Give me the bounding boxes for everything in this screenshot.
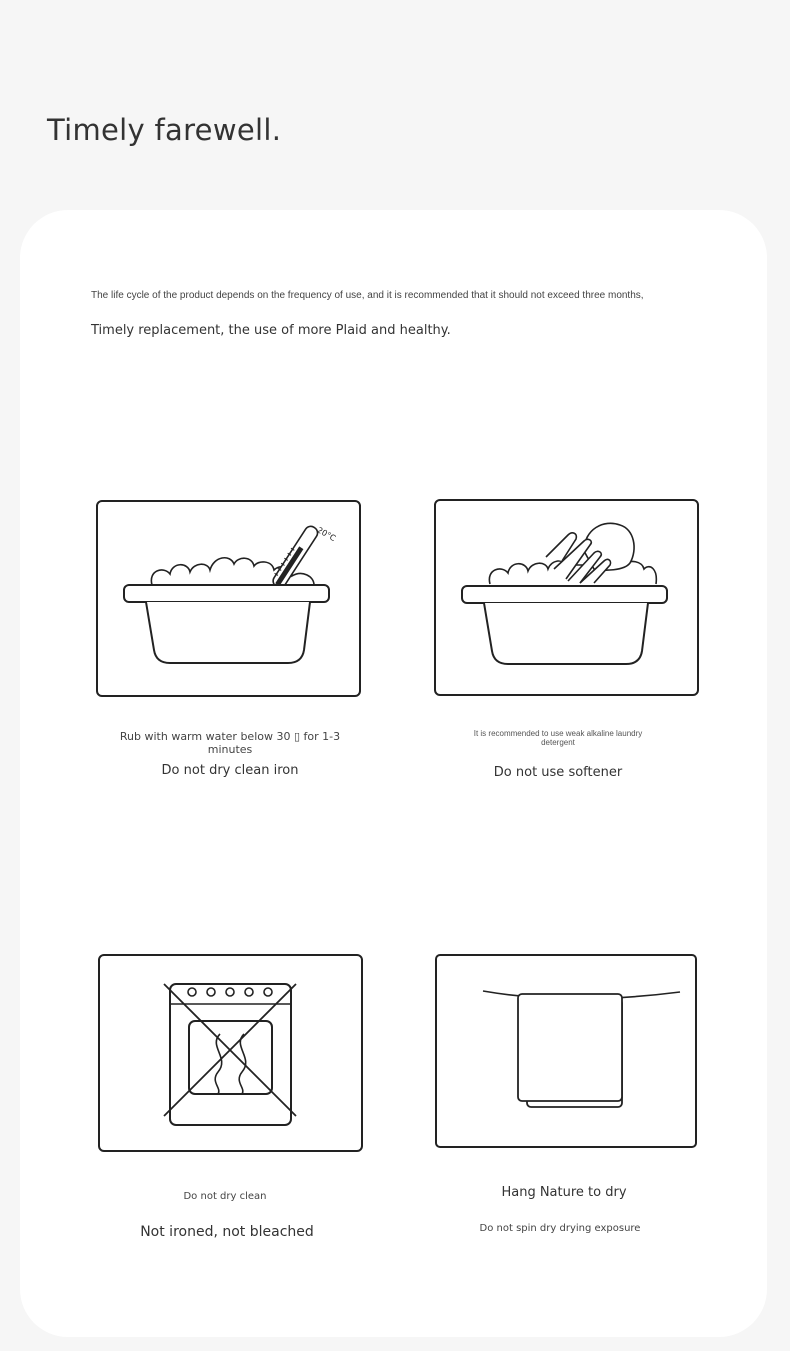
thermometer-label: 20°C xyxy=(315,525,338,544)
care-item-2-note: It is recommended to use weak alkaline laundry detergent xyxy=(473,729,643,747)
care-item-hand-wash xyxy=(434,499,700,697)
care-item-2-title: Do not use softener xyxy=(493,765,623,780)
page-title: Timely farewell. xyxy=(47,113,282,147)
care-item-line-dry xyxy=(435,954,698,1149)
care-item-3-note: Do not dry clean xyxy=(183,1191,267,1202)
no-tumble-dry-icon xyxy=(98,954,364,1153)
intro-replacement-text: Timely replacement, the use of more Plaid and healthy. xyxy=(91,323,451,338)
basin-thermometer-icon xyxy=(96,500,362,698)
care-item-4-note: Do not spin dry drying exposure xyxy=(479,1223,641,1234)
care-item-1-note: Rub with warm water below 30 ▯ for 1-3 minutes xyxy=(119,730,341,756)
care-item-warm-water xyxy=(96,500,362,698)
intro-lifecycle-text: The life cycle of the product depends on the frequency of use, and it is recommended that it should not exceed three months, xyxy=(91,290,644,301)
care-item-3-title: Not ironed, not bleached xyxy=(140,1224,314,1240)
care-item-1-title: Do not dry clean iron xyxy=(161,763,299,778)
care-item-no-tumble-dry xyxy=(98,954,364,1153)
care-item-4-title: Hang Nature to dry xyxy=(501,1185,627,1200)
line-dry-icon xyxy=(435,954,698,1149)
basin-hand-wash-icon xyxy=(434,499,700,697)
